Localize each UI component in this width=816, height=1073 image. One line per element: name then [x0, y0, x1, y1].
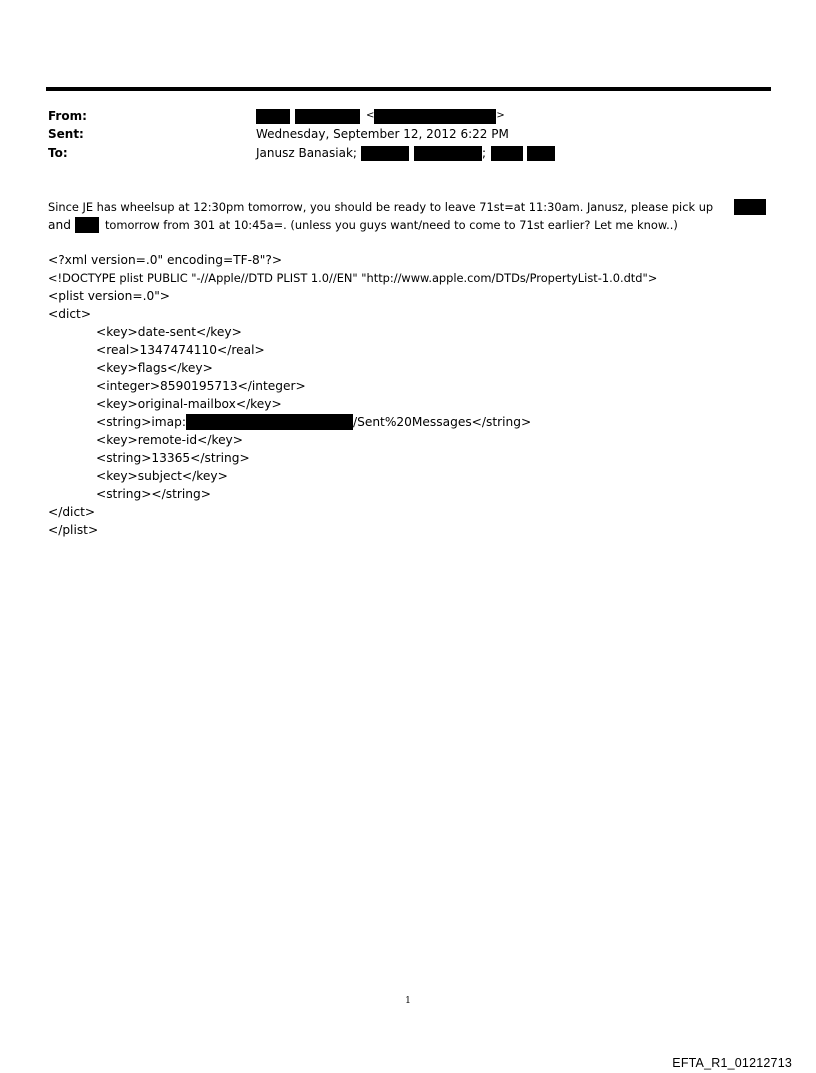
message-text: and [48, 218, 71, 232]
message-line-1 [48, 198, 766, 216]
redaction-block [75, 217, 99, 233]
message-text: Since JE has wheelsup at 12:30pm tomorrow, you should be ready to leave 71st=at 11:30am. Janusz, please pick up [48, 200, 714, 214]
redaction-block [491, 146, 523, 161]
integer-value: <integer>8590195713</integer> [96, 379, 306, 393]
document-id: EFTA_R1_01212713 [672, 1056, 792, 1070]
header-rule [46, 87, 771, 91]
from-bracket-close: > [496, 110, 505, 121]
redaction-block [186, 414, 353, 430]
redaction-block [256, 109, 290, 124]
to-name: Janusz Banasiak; [256, 146, 357, 160]
key-subject: <key>subject</key> [96, 469, 228, 483]
redaction-block [374, 109, 496, 124]
string-remote-id: <string>13365</string> [96, 451, 250, 465]
xml-declaration: <?xml version=.0" encoding=TF-8"?> [48, 253, 283, 267]
page-number: 1 [405, 996, 411, 1006]
redaction-block [414, 146, 482, 161]
key-flags: <key>flags</key> [96, 361, 213, 375]
redaction-block [527, 146, 555, 161]
sent-value: Wednesday, September 12, 2012 6:22 PM [256, 127, 509, 141]
redaction-block [361, 146, 409, 161]
redaction-block [734, 199, 766, 215]
from-label: From: [48, 109, 87, 123]
to-value [256, 145, 555, 161]
message-line-2 [48, 216, 678, 234]
to-label: To: [48, 146, 68, 160]
key-original-mailbox: <key>original-mailbox</key> [96, 397, 282, 411]
from-bracket-open: < [366, 110, 375, 121]
redaction-block [295, 109, 360, 124]
string-subject: <string></string> [96, 487, 211, 501]
plist-close: </plist> [48, 523, 99, 537]
key-date-sent: <key>date-sent</key> [96, 325, 242, 339]
doctype-line: <!DOCTYPE plist PUBLIC "-//Apple//DTD PLIST 1.0//EN" "http://www.apple.com/DTDs/PropertyList-1.0.dtd"> [48, 271, 658, 285]
message-text: tomorrow from 301 at 10:45a=. (unless you guys want/need to come to 71st earlier? Let me know..) [104, 218, 678, 232]
sent-label: Sent: [48, 127, 84, 141]
from-value [256, 108, 505, 124]
to-separator: ; [481, 146, 486, 160]
imap-prefix: <string>imap: [96, 415, 186, 429]
imap-suffix: /Sent%20Messages</string> [352, 415, 532, 429]
plist-open: <plist version=.0"> [48, 289, 171, 303]
dict-open: <dict> [48, 307, 92, 321]
real-value: <real>1347474110</real> [96, 343, 265, 357]
string-imap [96, 413, 531, 431]
key-remote-id: <key>remote-id</key> [96, 433, 243, 447]
dict-close: </dict> [48, 505, 96, 519]
